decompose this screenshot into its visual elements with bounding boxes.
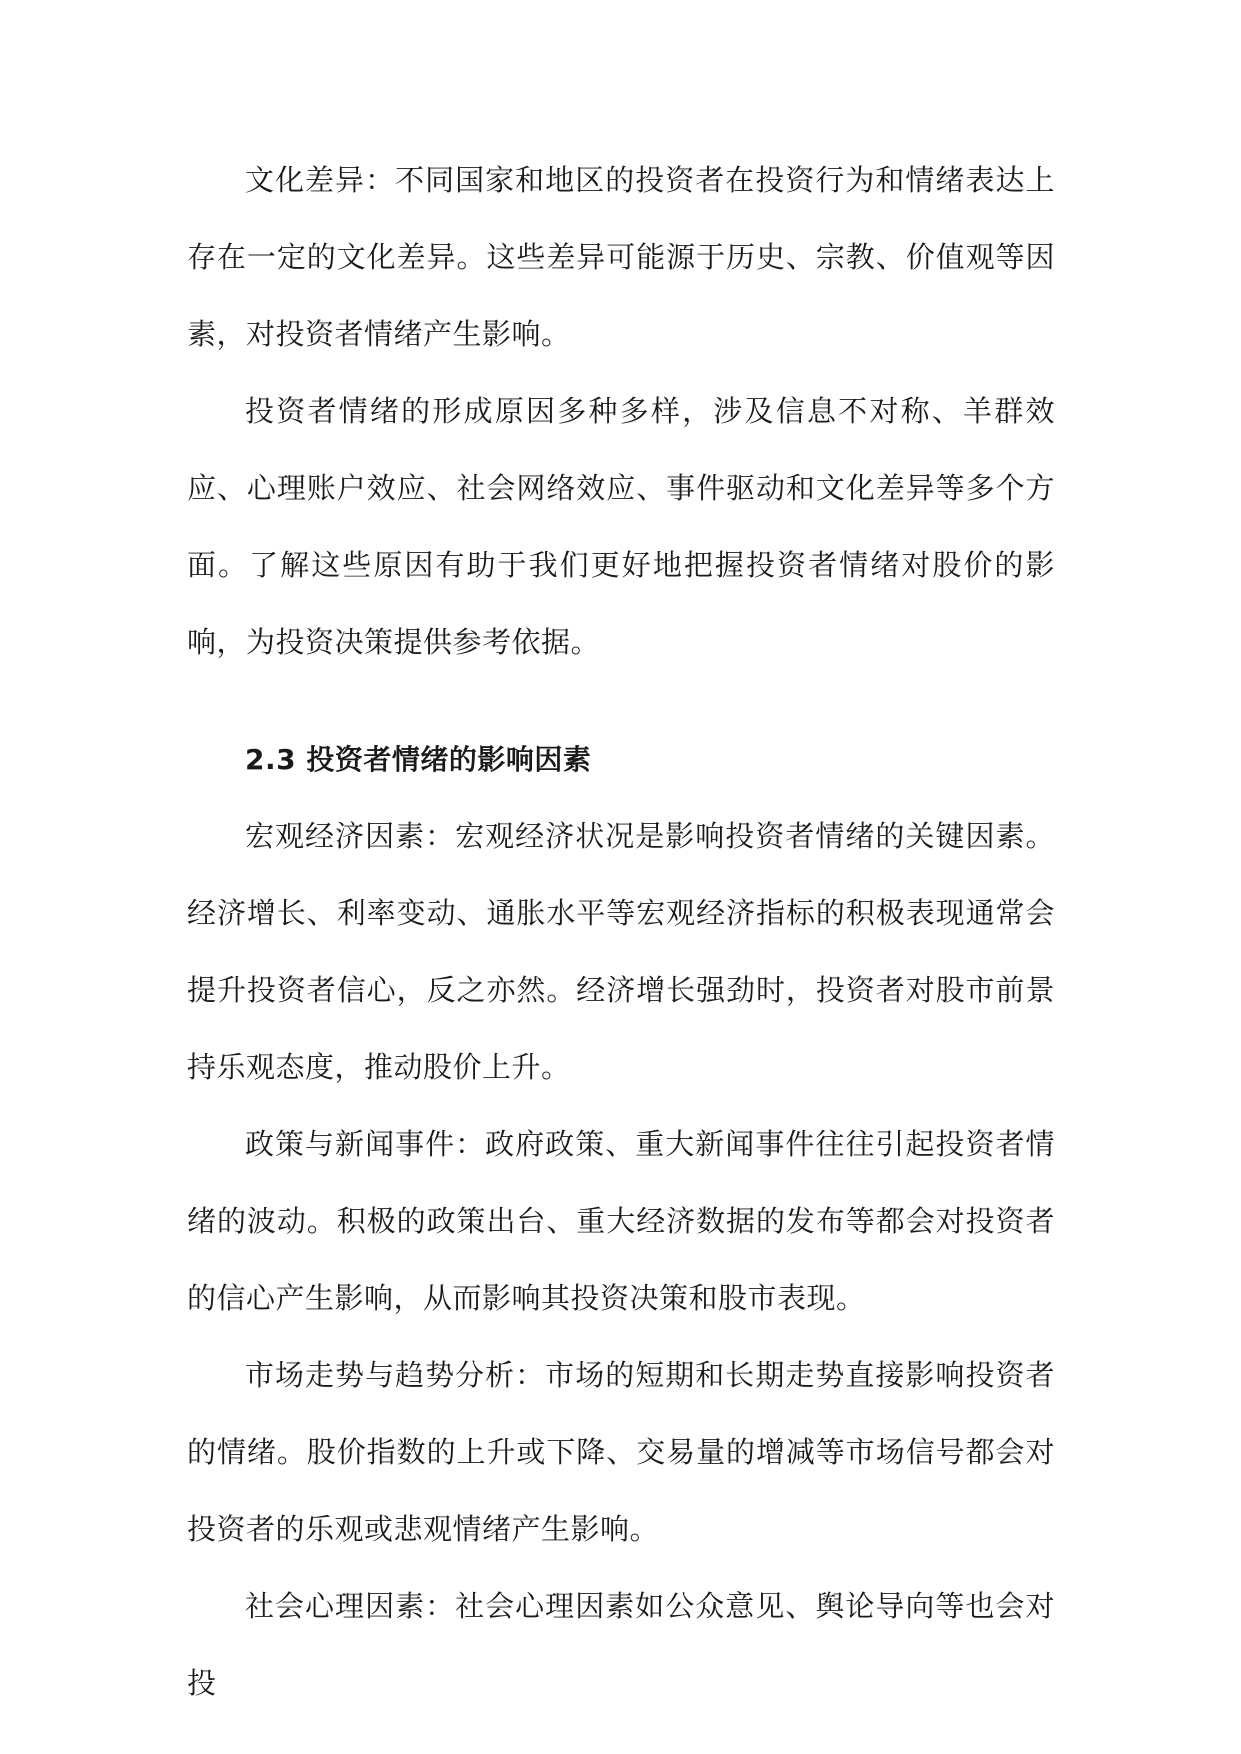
paragraph-social-psychology: 社会心理因素：社会心理因素如公众意见、舆论导向等也会对投 — [187, 1589, 1055, 1700]
paragraph-cultural-differences: 文化差异：不同国家和地区的投资者在投资行为和情绪表达上存在一定的文化差异。这些差异可能源于历史、宗教、价值观等因素，对投资者情绪产生影响。 — [187, 163, 1055, 351]
paragraph-macroeconomic-factors: 宏观经济因素：宏观经济状况是影响投资者情绪的关键因素。经济增长、利率变动、通胀水平等宏观经济指标的积极表现通常会提升投资者信心，反之亦然。经济增长强劲时，投资者对股市前景持乐观态度，推动股价上升。 — [187, 819, 1055, 1084]
paragraph-policy-news-events: 政策与新闻事件：政府政策、重大新闻事件往往引起投资者情绪的波动。积极的政策出台、重大经济数据的发布等都会对投资者的信心产生影响，从而影响其投资决策和股市表现。 — [187, 1127, 1055, 1315]
paragraph-sentiment-causes-summary: 投资者情绪的形成原因多种多样，涉及信息不对称、羊群效应、心理账户效应、社会网络效应、事件驱动和文化差异等多个方面。了解这些原因有助于我们更好地把握投资者情绪对股价的影响，为投资决策提供参考依据。 — [187, 394, 1055, 659]
paragraph-market-trend-analysis: 市场走势与趋势分析：市场的短期和长期走势直接影响投资者的情绪。股价指数的上升或下降、交易量的增减等市场信号都会对投资者的乐观或悲观情绪产生影响。 — [187, 1358, 1055, 1546]
document-body — [187, 142, 1055, 1722]
section-heading: 2.3 投资者情绪的影响因素 — [245, 743, 592, 776]
